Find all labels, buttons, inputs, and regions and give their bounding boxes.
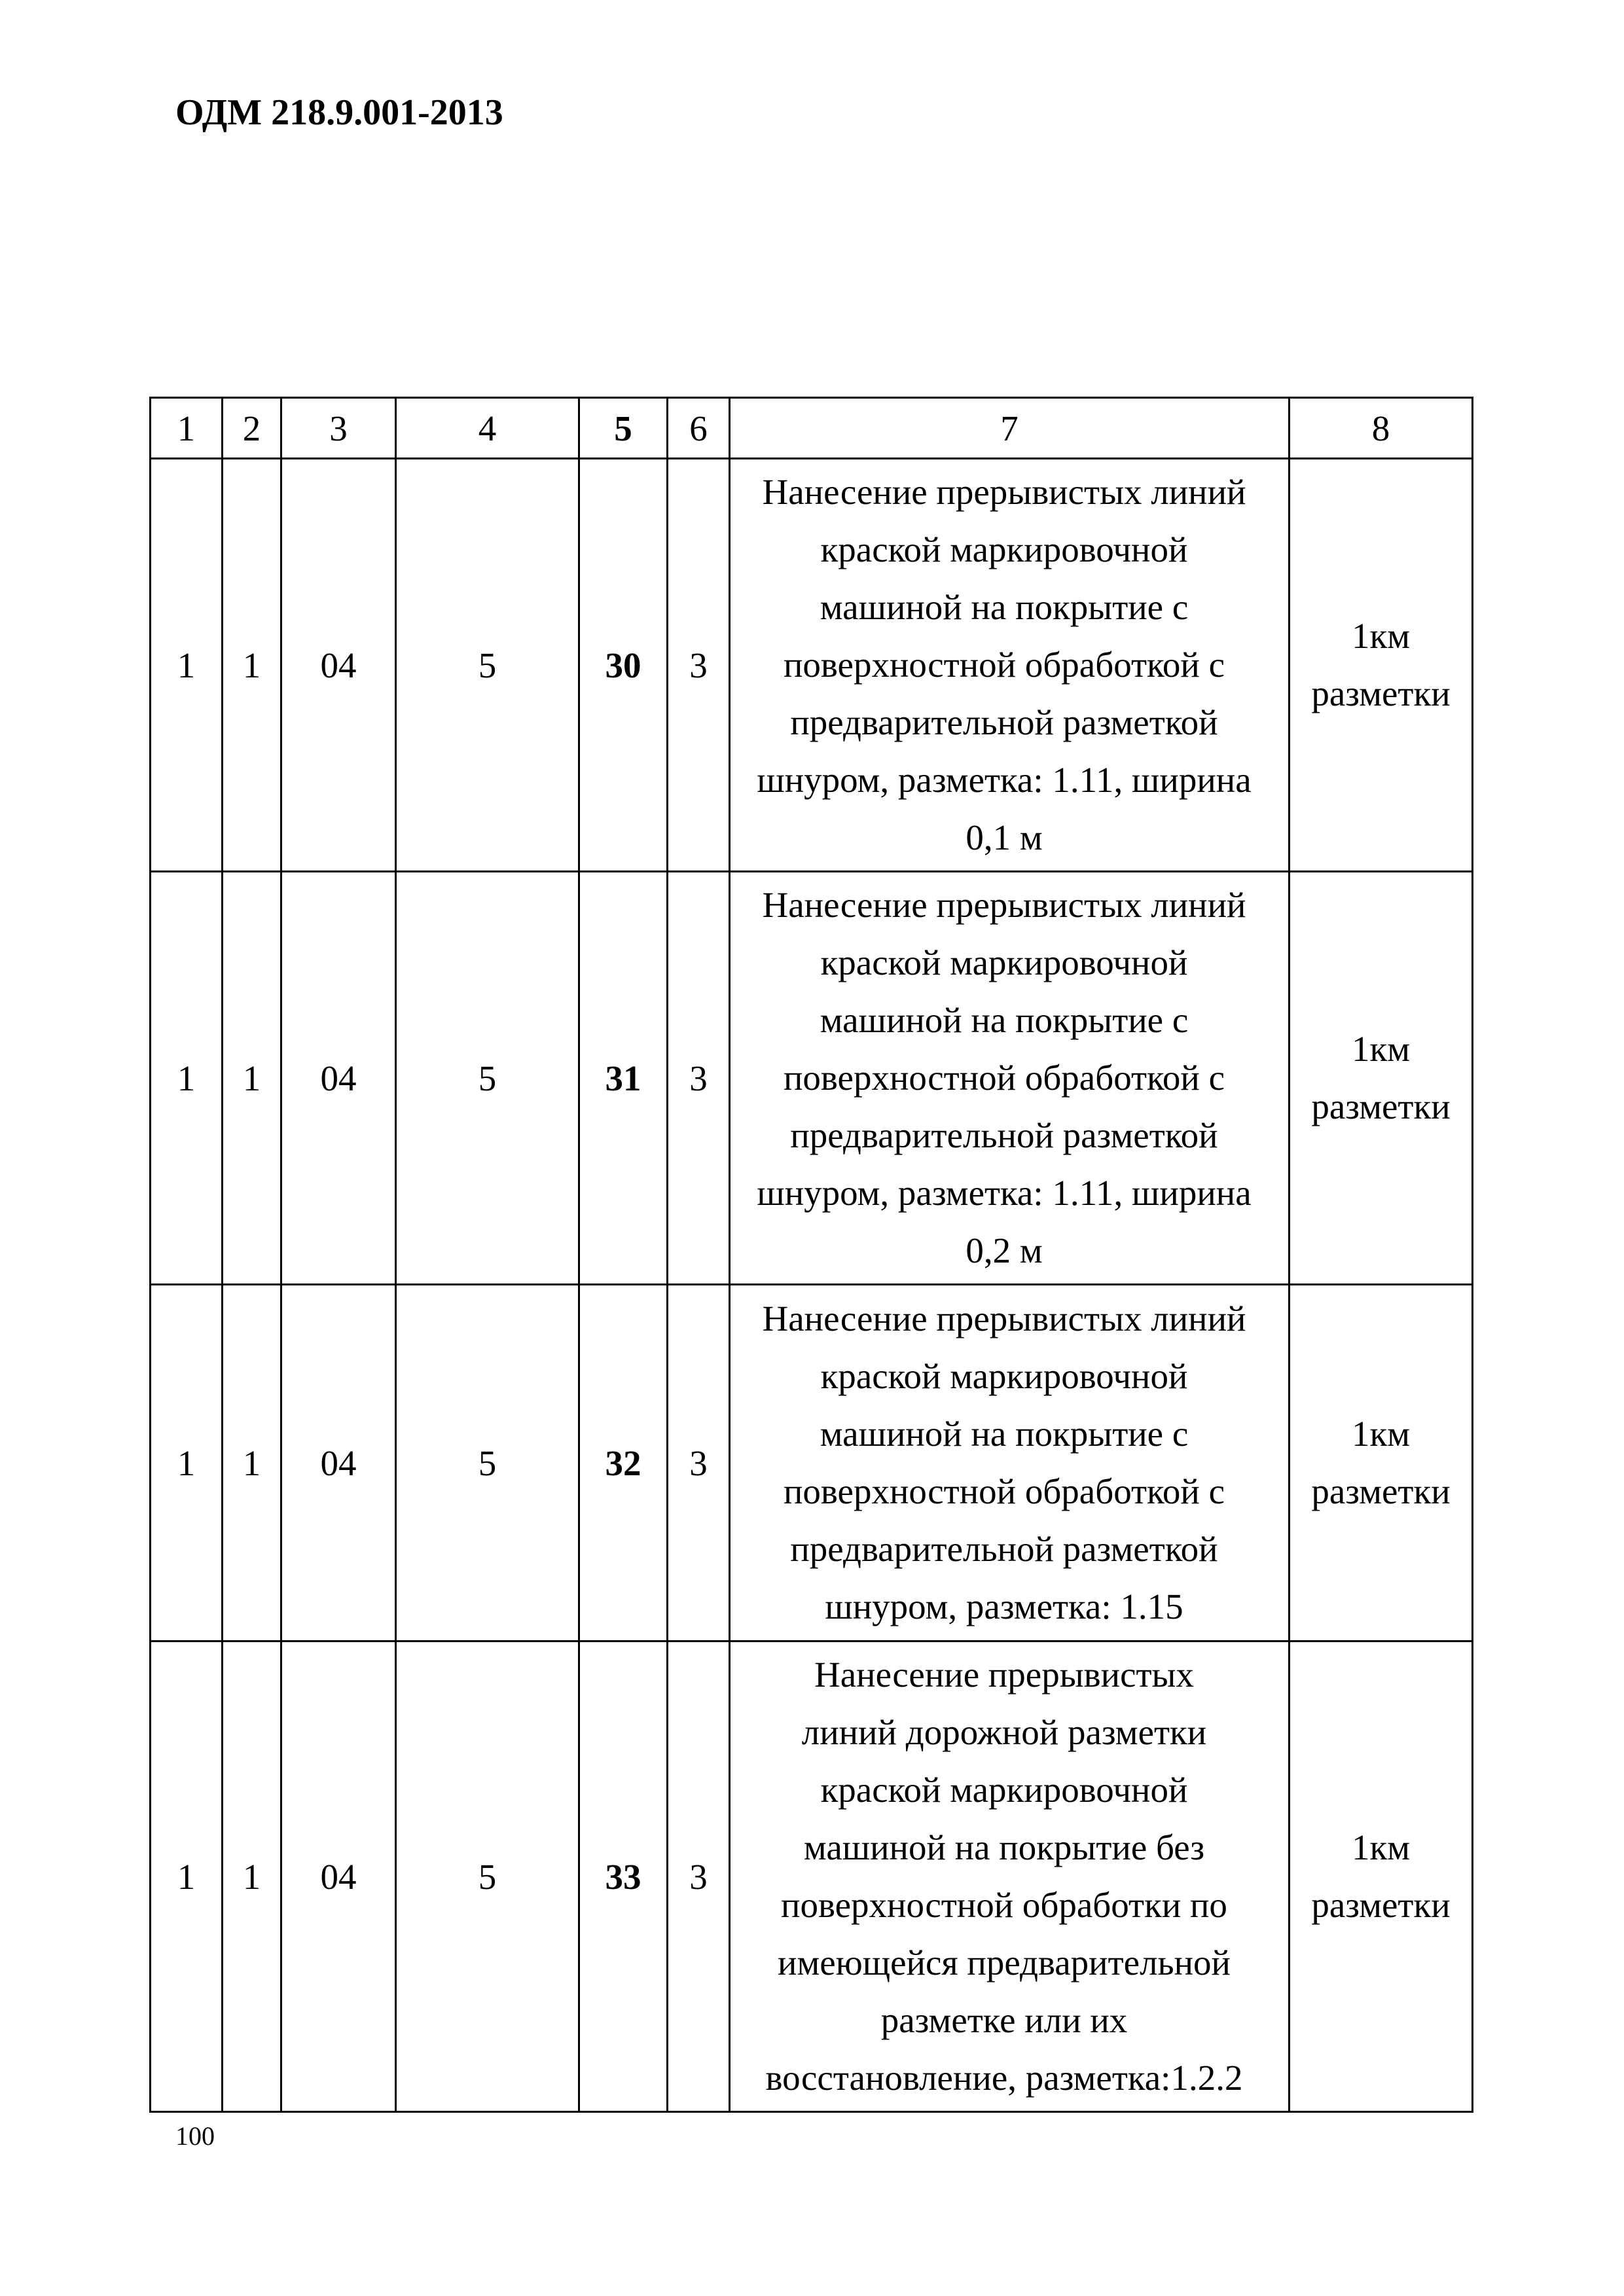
description-cell bbox=[730, 459, 1290, 872]
column-header: 8 bbox=[1290, 398, 1473, 459]
description-line: восстановление, разметка:1.2.2 bbox=[765, 2058, 1243, 2098]
table-cell: 1 bbox=[151, 459, 223, 872]
description-line: предварительной разметкой bbox=[790, 1529, 1218, 1569]
description-line: поверхностной обработки по bbox=[781, 1885, 1227, 1925]
table-cell: 1 bbox=[223, 1285, 281, 1641]
unit-cell bbox=[1290, 459, 1473, 872]
description-line: краской маркировочной bbox=[820, 942, 1188, 982]
table-header-row bbox=[151, 398, 1473, 459]
page-number: 100 bbox=[175, 2121, 215, 2151]
table-row bbox=[151, 1641, 1473, 2112]
table-cell: 5 bbox=[396, 459, 579, 872]
description-line: шнуром, разметка: 1.11, ширина bbox=[757, 760, 1252, 800]
table-cell: 1 bbox=[223, 1641, 281, 2112]
table-cell: 1 bbox=[223, 459, 281, 872]
description-line: Нанесение прерывистых линий bbox=[762, 472, 1246, 512]
table-row bbox=[151, 872, 1473, 1285]
table-cell: 1 bbox=[151, 1641, 223, 2112]
description-line: 0,2 м bbox=[965, 1230, 1043, 1270]
unit-cell bbox=[1290, 1641, 1473, 2112]
description-line: машиной на покрытие с bbox=[820, 1414, 1189, 1454]
column-header: 2 bbox=[223, 398, 281, 459]
table-cell: 3 bbox=[668, 1285, 730, 1641]
description-line: машиной на покрытие с bbox=[820, 1000, 1189, 1040]
unit-line: разметки bbox=[1311, 1885, 1451, 1925]
table-cell: 30 bbox=[579, 459, 668, 872]
description-line: предварительной разметкой bbox=[790, 1115, 1218, 1155]
unit-cell bbox=[1290, 872, 1473, 1285]
description-line: шнуром, разметка: 1.11, ширина bbox=[757, 1173, 1252, 1213]
table-cell: 04 bbox=[281, 459, 396, 872]
description-line: 0,1 м bbox=[965, 817, 1043, 857]
unit-line: 1км bbox=[1351, 1029, 1411, 1069]
description-cell bbox=[730, 872, 1290, 1285]
description-line: поверхностной обработкой с bbox=[783, 1058, 1225, 1098]
table-cell: 5 bbox=[396, 1285, 579, 1641]
unit-line: 1км bbox=[1351, 1827, 1411, 1867]
description-line: Нанесение прерывистых линий bbox=[762, 885, 1246, 925]
column-header: 3 bbox=[281, 398, 396, 459]
description-line: линий дорожной разметки bbox=[801, 1712, 1207, 1752]
table-cell: 1 bbox=[151, 872, 223, 1285]
table-cell: 3 bbox=[668, 1641, 730, 2112]
table-cell: 3 bbox=[668, 872, 730, 1285]
description-line: машиной на покрытие без bbox=[803, 1827, 1205, 1867]
description-line: Нанесение прерывистых линий bbox=[762, 1299, 1246, 1338]
table-cell: 5 bbox=[396, 872, 579, 1285]
unit-line: 1км bbox=[1351, 1414, 1411, 1454]
description-line: предварительной разметкой bbox=[790, 702, 1218, 742]
table-cell: 04 bbox=[281, 1641, 396, 2112]
table-cell: 04 bbox=[281, 1285, 396, 1641]
unit-cell bbox=[1290, 1285, 1473, 1641]
description-line: шнуром, разметка: 1.15 bbox=[825, 1587, 1183, 1626]
description-line: поверхностной обработкой с bbox=[783, 1471, 1225, 1511]
description-line: краской маркировочной bbox=[820, 529, 1188, 569]
description-line: поверхностной обработкой с bbox=[783, 645, 1225, 685]
unit-line: 1км bbox=[1351, 616, 1411, 656]
column-header: 1 bbox=[151, 398, 223, 459]
description-line: Нанесение прерывистых bbox=[814, 1655, 1194, 1695]
description-cell bbox=[730, 1285, 1290, 1641]
description-line: краской маркировочной bbox=[820, 1356, 1188, 1396]
document-code-header: ОДМ 218.9.001-2013 bbox=[175, 92, 503, 133]
column-header: 6 bbox=[668, 398, 730, 459]
unit-line: разметки bbox=[1311, 673, 1451, 713]
table-cell: 32 bbox=[579, 1285, 668, 1641]
column-header: 7 bbox=[730, 398, 1290, 459]
table-cell: 5 bbox=[396, 1641, 579, 2112]
description-line: краской маркировочной bbox=[820, 1770, 1188, 1810]
description-line: машиной на покрытие с bbox=[820, 587, 1189, 627]
description-line: разметке или их bbox=[880, 2000, 1128, 2040]
table-cell: 1 bbox=[151, 1285, 223, 1641]
table-cell: 3 bbox=[668, 459, 730, 872]
classification-table bbox=[149, 397, 1473, 2113]
table-row bbox=[151, 459, 1473, 872]
column-header: 5 bbox=[579, 398, 668, 459]
description-cell bbox=[730, 1641, 1290, 2112]
unit-line: разметки bbox=[1311, 1086, 1451, 1126]
table-cell: 33 bbox=[579, 1641, 668, 2112]
table-cell: 1 bbox=[223, 872, 281, 1285]
table-cell: 04 bbox=[281, 872, 396, 1285]
column-header: 4 bbox=[396, 398, 579, 459]
unit-line: разметки bbox=[1311, 1471, 1451, 1511]
table-cell: 31 bbox=[579, 872, 668, 1285]
table-row bbox=[151, 1285, 1473, 1641]
description-line: имеющейся предварительной bbox=[778, 1943, 1231, 1982]
